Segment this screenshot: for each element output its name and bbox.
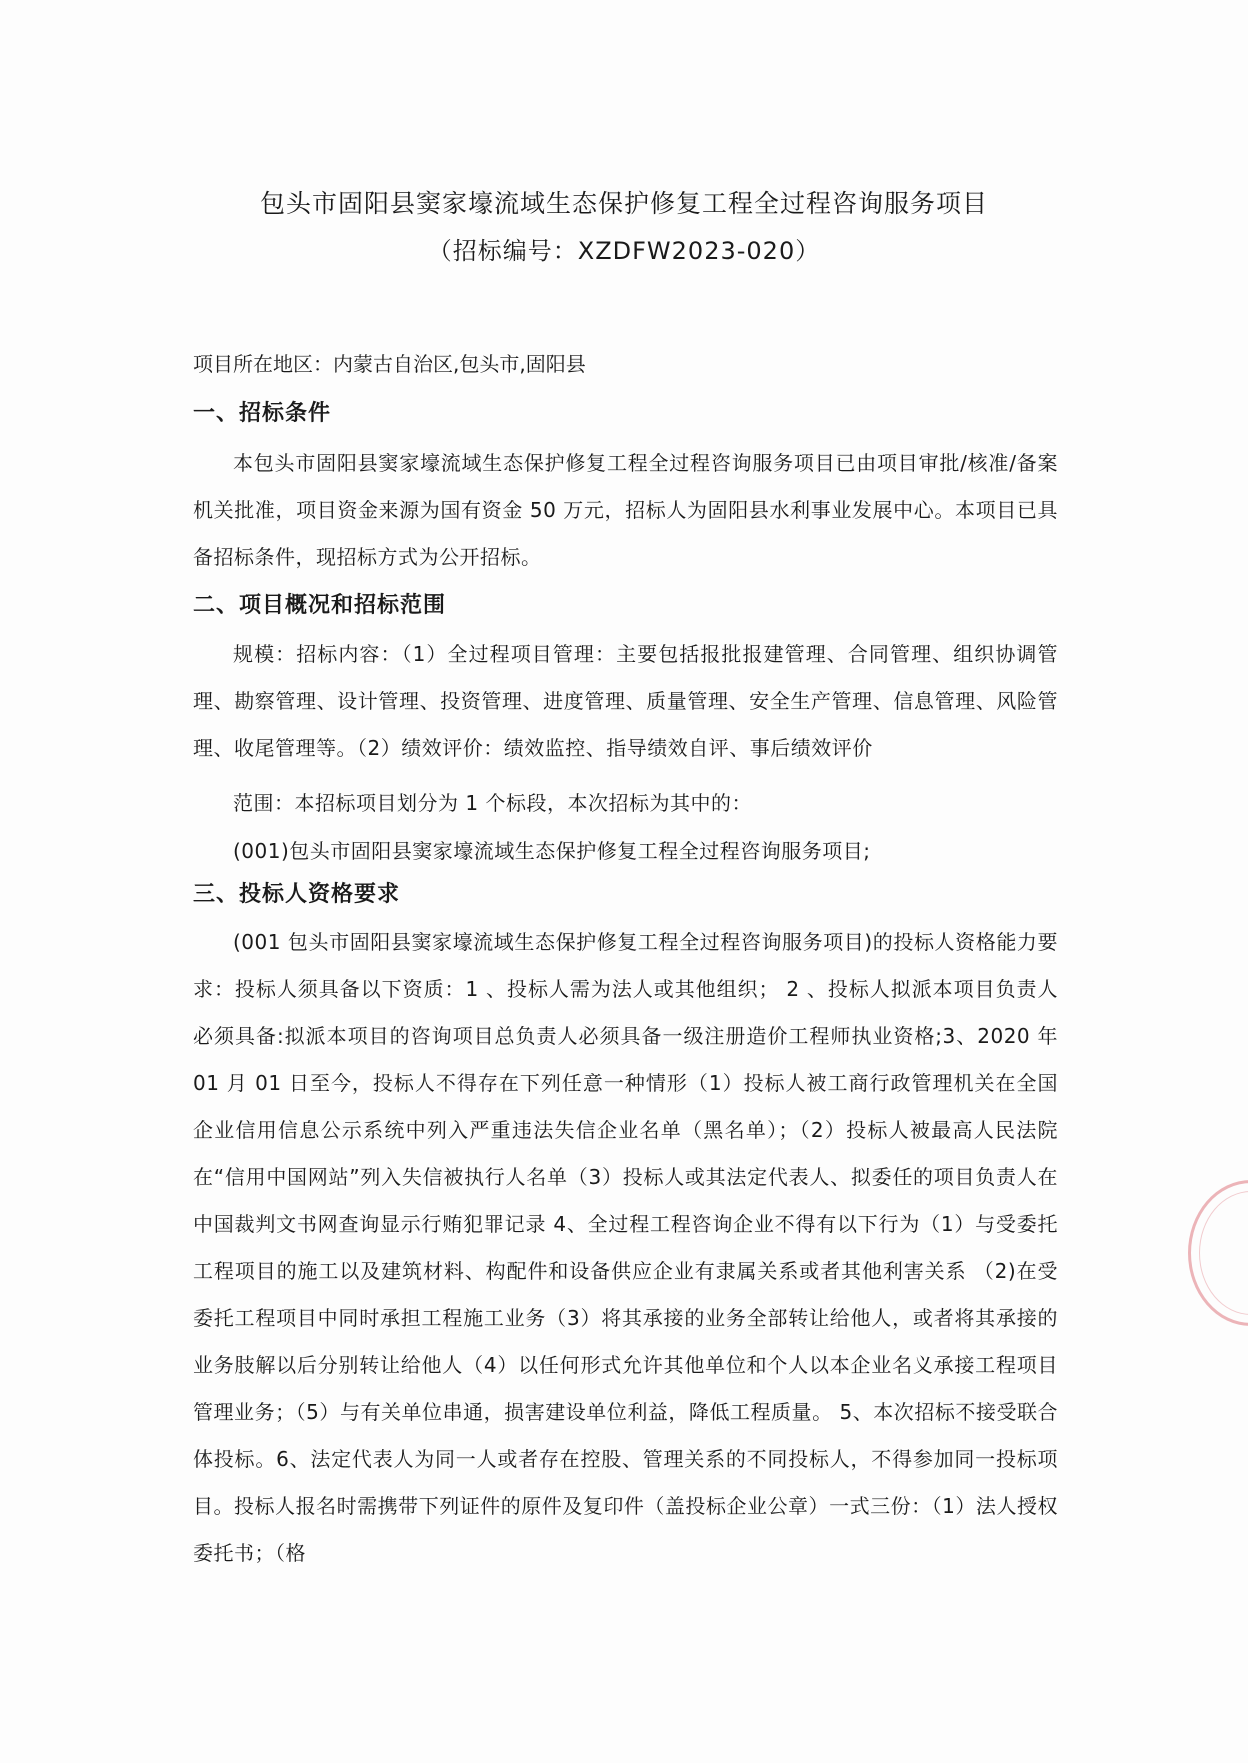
paragraph-bidding-conditions: 本包头市固阳县窦家壕流域生态保护修复工程全过程咨询服务项目已由项目审批/核准/备案机关批准，项目资金来源为国有资金 50 万元，招标人为固阳县水利事业发展中心。本项目已具备招标条件，现招标方式为公开招标。 bbox=[193, 451, 1058, 569]
paragraph-bidder-qualifications: (001 包头市固阳县窦家壕流域生态保护修复工程全过程咨询服务项目)的投标人资格能力要求：投标人须具备以下资质：1 、投标人需为法人或其他组织； 2 、投标人拟派本项目负责人必须具备:拟派本项目的咨询项目总负责人必须具备一级注册造价工程师执业资格;3、2020 年 01 月 01 日至今，投标人不得存在下列任意一种情形（1）投标人被工商行政管理机关在全国企业信用信息公示系统中列入严重违法失信企业名单（黑名单）；（2）投标人被最高人民法院在“信用中国网站”列入失信被执行人名单（3）投标人或其法定代表人、拟委任的项目负责人在中国裁判文书网查询显示行贿犯罪记录 4、全过程工程咨询企业不得有以下行为（1）与受委托工程项目的施工以及建筑材料、构配件和设备供应企业有隶属关系或者其他利害关系 （2)在受委托工程项目中同时承担工程施工业务（3）将其承接的业务全部转让给他人，或者将其承接的业务肢解以后分别转让给他人（4）以任何形式允许其他单位和个人以本企业名义承接工程项目管理业务；（5）与有关单位串通，损害建设单位利益，降低工程质量。 5、本次招标不接受联合体投标。6、法定代表人为同一人或者存在控股、管理关系的不同投标人，不得参加同一投标项目。投标人报名时需携带下列证件的原件及复印件（盖投标企业公章）一式三份：（1）法人授权委托书；（格 bbox=[193, 930, 1058, 1565]
document-title: 包头市固阳县窦家壕流域生态保护修复工程全过程咨询服务项目 bbox=[259, 189, 988, 218]
section-heading-bidding-conditions: 一、招标条件 bbox=[193, 401, 332, 426]
paragraph-project-range: 范围：本招标项目划分为 1 个标段，本次招标为其中的： bbox=[233, 791, 752, 815]
official-seal-inner-ring bbox=[1199, 1191, 1248, 1315]
paragraph-project-scale: 规模：招标内容：（1）全过程项目管理：主要包括报批报建管理、合同管理、组织协调管理、勘察管理、设计管理、投资管理、进度管理、质量管理、安全生产管理、信息管理、风险管理、收尾管理等。（2）绩效评价：绩效监控、指导绩效自评、事后绩效评价 bbox=[193, 642, 1058, 760]
document-subtitle: （招标编号：XZDFW2023-020） bbox=[427, 237, 821, 265]
official-seal-stamp bbox=[1188, 1180, 1248, 1326]
section-heading-project-scope: 二、项目概况和招标范围 bbox=[193, 593, 447, 618]
project-location: 项目所在地区：内蒙古自治区,包头市,固阳县 bbox=[193, 352, 586, 376]
paragraph-lot-item: (001)包头市固阳县窦家壕流域生态保护修复工程全过程咨询服务项目; bbox=[233, 839, 871, 863]
section-heading-bidder-qualifications: 三、投标人资格要求 bbox=[193, 882, 401, 907]
